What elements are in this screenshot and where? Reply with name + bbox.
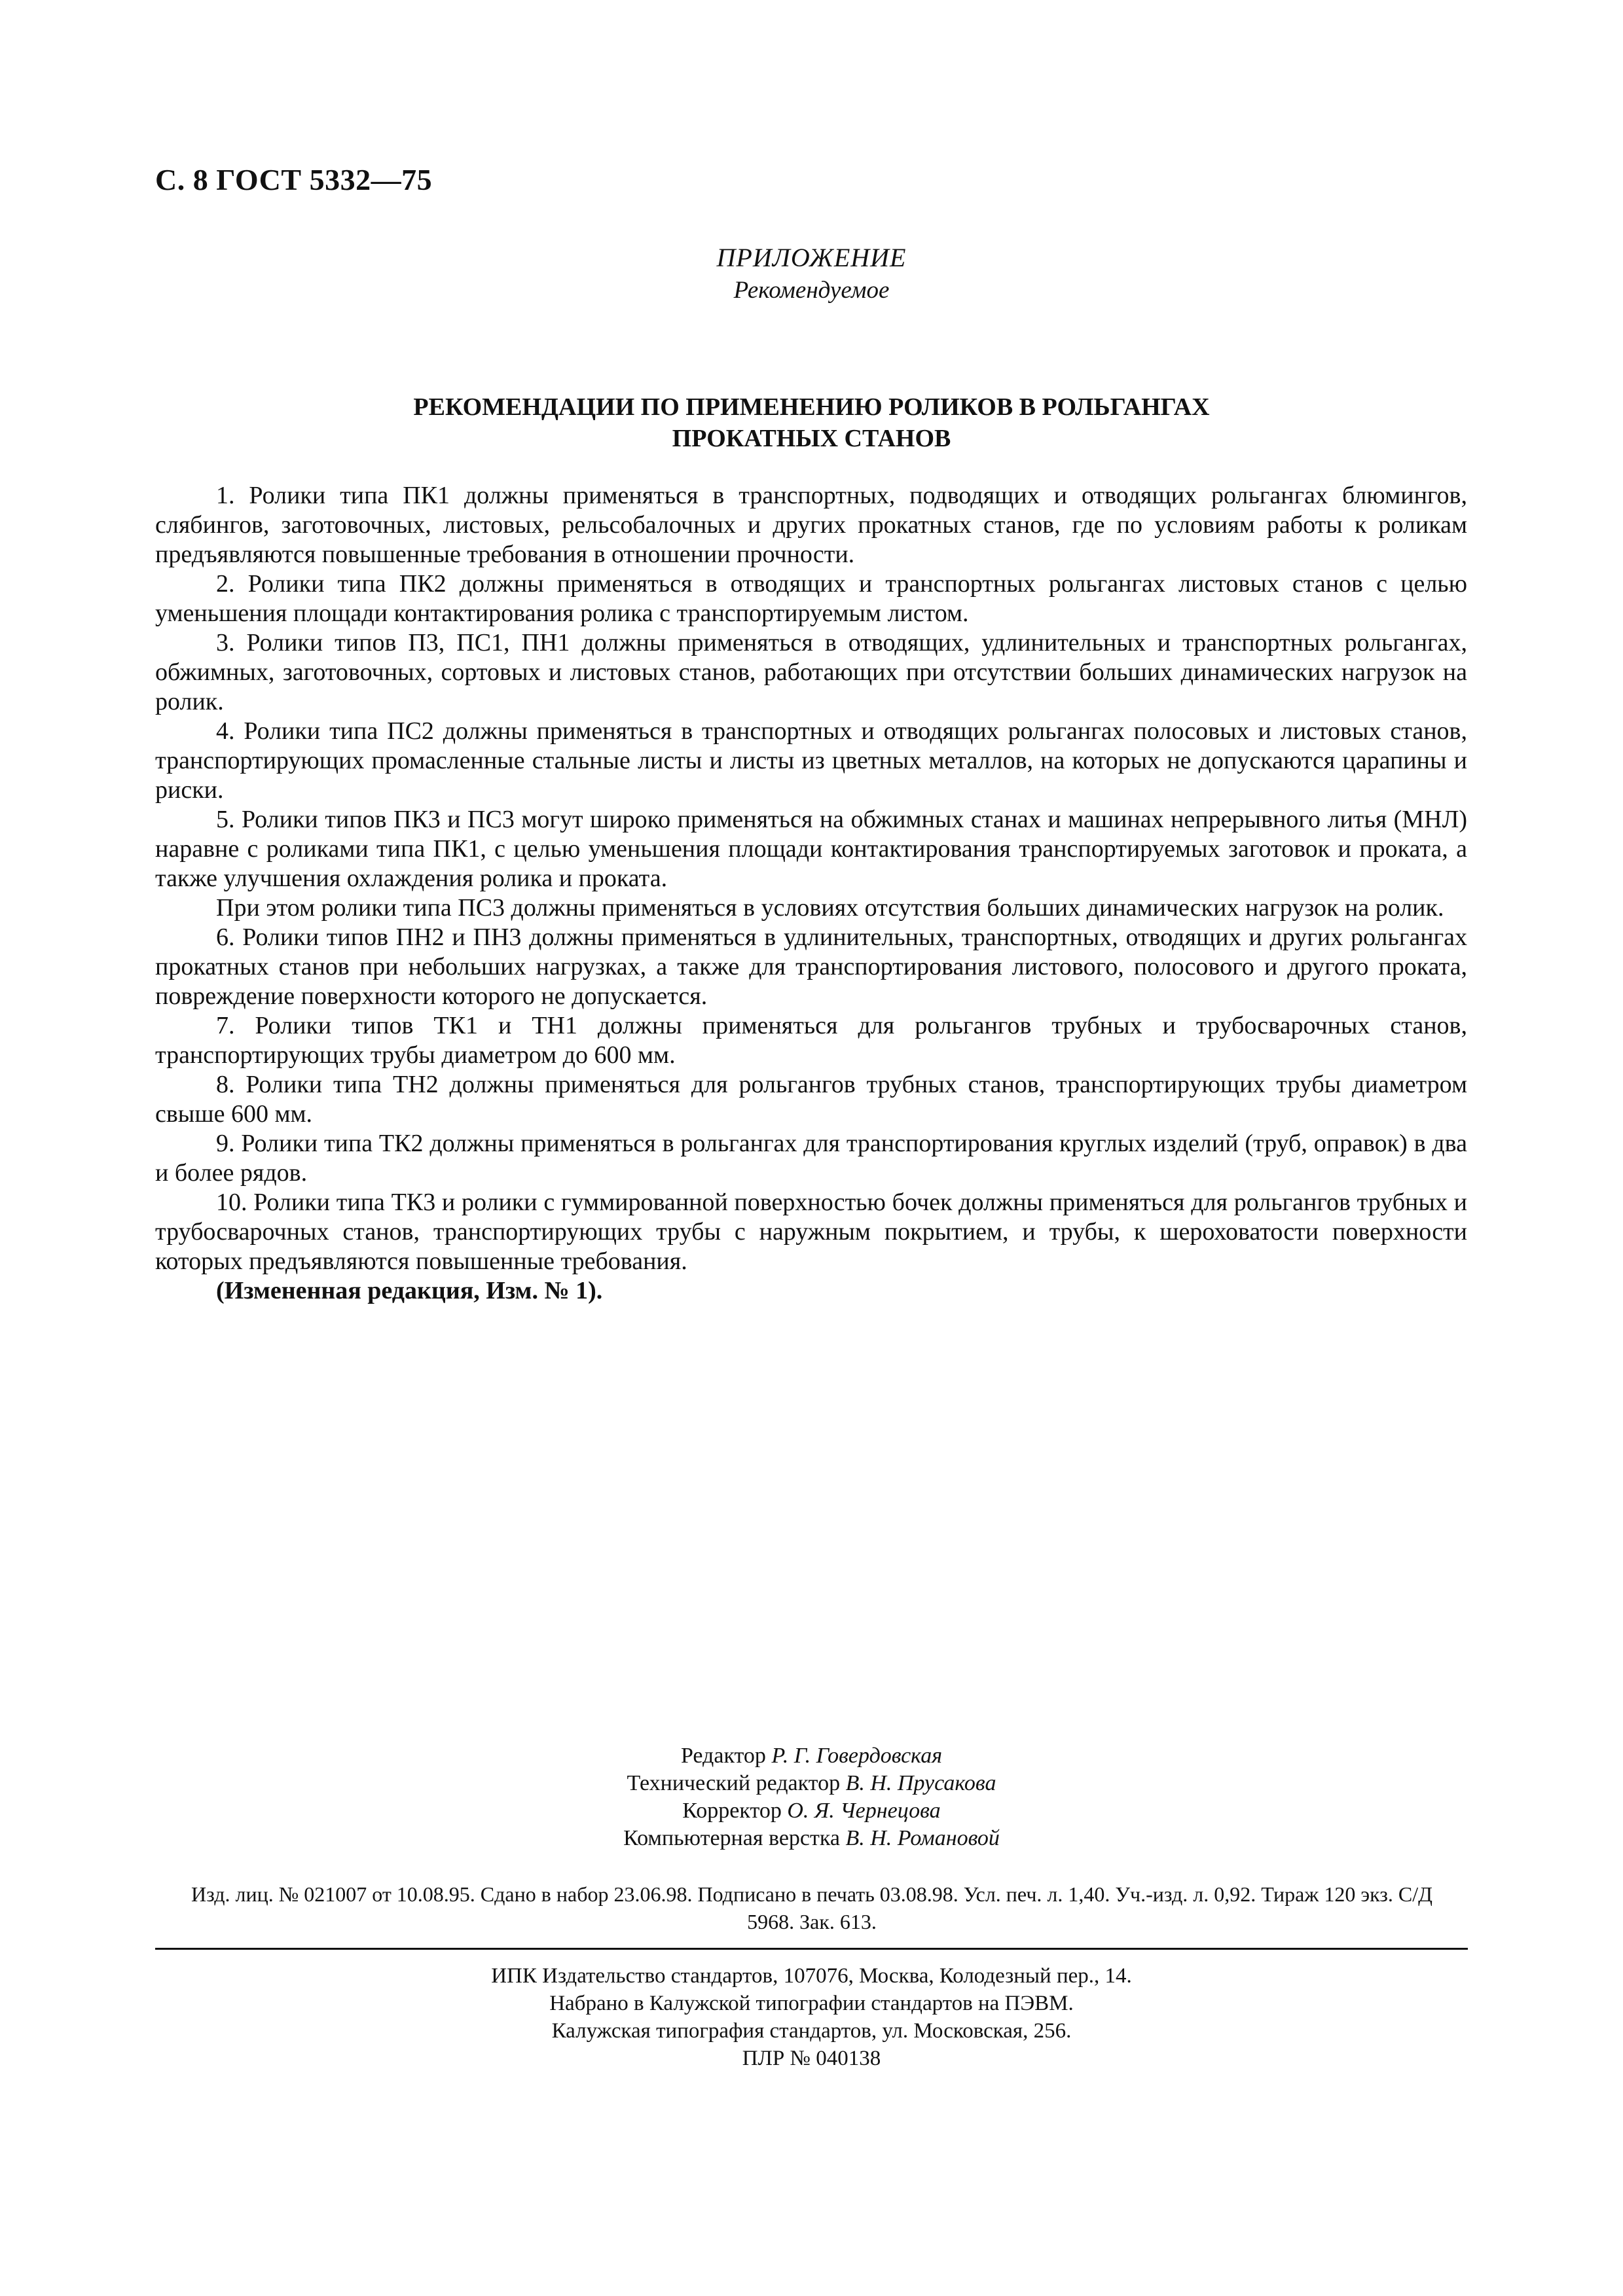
appendix-block [0, 241, 1623, 306]
credit-role: Компьютерная верстка [623, 1826, 840, 1850]
credit-name: О. Я. Чернецова [787, 1799, 941, 1823]
appendix-label: ПРИЛОЖЕНИЕ [716, 243, 907, 272]
paragraph: 10. Ролики типа ТК3 и ролики с гуммированной поверхностью бочек должны применяться для рольгангов трубных и трубосварочных станов, транспортирующих трубы с наружным покрытием, и трубы, к шероховатости поверхности которых предъявляются повышенные требования. [155, 1189, 1467, 1275]
publisher-line-2: Набрано в Калужской типографии стандартов на ПЭВМ. [549, 1992, 1074, 2015]
credit-role: Технический редактор [627, 1771, 841, 1795]
page-header: С. 8 ГОСТ 5332—75 [155, 163, 433, 196]
credit-role: Редактор [680, 1744, 766, 1768]
paragraph: При этом ролики типа ПС3 должны применяться в условиях отсутствия больших динамических нагрузок на ролик. [216, 894, 1444, 922]
publisher-line-3: Калужская типография стандартов, ул. Московская, 256. [551, 2019, 1072, 2043]
credit-name: В. Н. Прусакова [845, 1771, 996, 1795]
appendix-status: Рекомендуемое [733, 277, 890, 304]
document-title-line-1: РЕКОМЕНДАЦИИ ПО ПРИМЕНЕНИЮ РОЛИКОВ В РОЛЬГАНГАХ [413, 393, 1210, 421]
paragraph: 7. Ролики типов ТК1 и ТН1 должны применяться для рольгангов трубных и трубосварочных станов, транспортирующих трубы диаметром до 600 мм. [155, 1012, 1467, 1069]
publisher-line-1: ИПК Издательство стандартов, 107076, Москва, Колодезный пер., 14. [491, 1964, 1132, 1988]
paragraph: 1. Ролики типа ПК1 должны применяться в транспортных, подводящих и отводящих рольгангах блюмингов, слябингов, заготовочных, листовых, рельсобалочных и других прокатных станов, где по условиям работы к роликам предъявляются повышенные требования в отношении прочности. [155, 482, 1467, 568]
paragraph: 5. Ролики типов ПК3 и ПС3 могут широко применяться на обжимных станах и машинах непрерывного литья (МНЛ) наравне с роликами типа ПК1, с целью уменьшения площади контактирования транспортируемых заготовок и проката, а также улучшения охлаждения ролика и проката. [155, 806, 1467, 892]
credit-layout [0, 1825, 1623, 1852]
imprint-details: Изд. лиц. № 021007 от 10.08.95. Сдано в набор 23.06.98. Подписано в печать 03.08.98. Усл. печ. л. 1,40. Уч.-изд. л. 0,92. Тираж 120 экз. С/Д 5968. Зак. 613. [191, 1882, 1432, 1933]
paragraph: 8. Ролики типа ТН2 должны применяться для рольгангов трубных станов, транспортирующих трубы диаметром свыше 600 мм. [155, 1071, 1467, 1128]
credit-editor [0, 1742, 1623, 1770]
editorial-credits [0, 1742, 1623, 1852]
paragraph: 2. Ролики типа ПК2 должны применяться в отводящих и транспортных рольгангах листовых станов с целью уменьшения площади контактирования ролика с транспортируемым листом. [155, 570, 1467, 627]
credit-proofreader [0, 1797, 1623, 1825]
paragraph: 3. Ролики типов П3, ПС1, ПН1 должны применяться в отводящих, удлинительных и транспортных рольгангах, обжимных, заготовочных, сортовых и листовых станов, работающих при отсутствии больших динамических нагрузок на ролик. [155, 629, 1467, 715]
paragraph: 9. Ролики типа ТК2 должны применяться в рольгангах для транспортирования круглых изделий (труб, оправок) в два и более рядов. [155, 1130, 1467, 1187]
credit-name: Р. Г. Говердовская [771, 1744, 943, 1768]
credit-name: В. Н. Романовой [845, 1826, 1000, 1850]
paragraph: 6. Ролики типов ПН2 и ПН3 должны применяться в удлинительных, транспортных, отводящих и других рольгангах прокатных станов при небольших нагрузках, а также для транспортирования листового, полосового и другого проката, повреждение поверхности которого не допускается. [155, 924, 1467, 1010]
document-title [0, 391, 1623, 454]
publisher-line-4: ПЛР № 040138 [742, 2047, 881, 2070]
recommendations-text [155, 481, 1467, 1306]
credit-technical-editor [0, 1770, 1623, 1797]
paragraph: 4. Ролики типа ПС2 должны применяться в транспортных и отводящих рольгангах полосовых и листовых станов, транспортирующих промасленные стальные листы и листы из цветных металлов, на которых не допускаются царапины и риски. [155, 717, 1467, 804]
amendment-note: (Измененная редакция, Изм. № 1). [216, 1277, 603, 1304]
divider-line [155, 1948, 1468, 1950]
credit-role: Корректор [682, 1799, 782, 1823]
publisher-info [0, 1962, 1623, 2072]
document-title-line-2: ПРОКАТНЫХ СТАНОВ [672, 425, 951, 452]
